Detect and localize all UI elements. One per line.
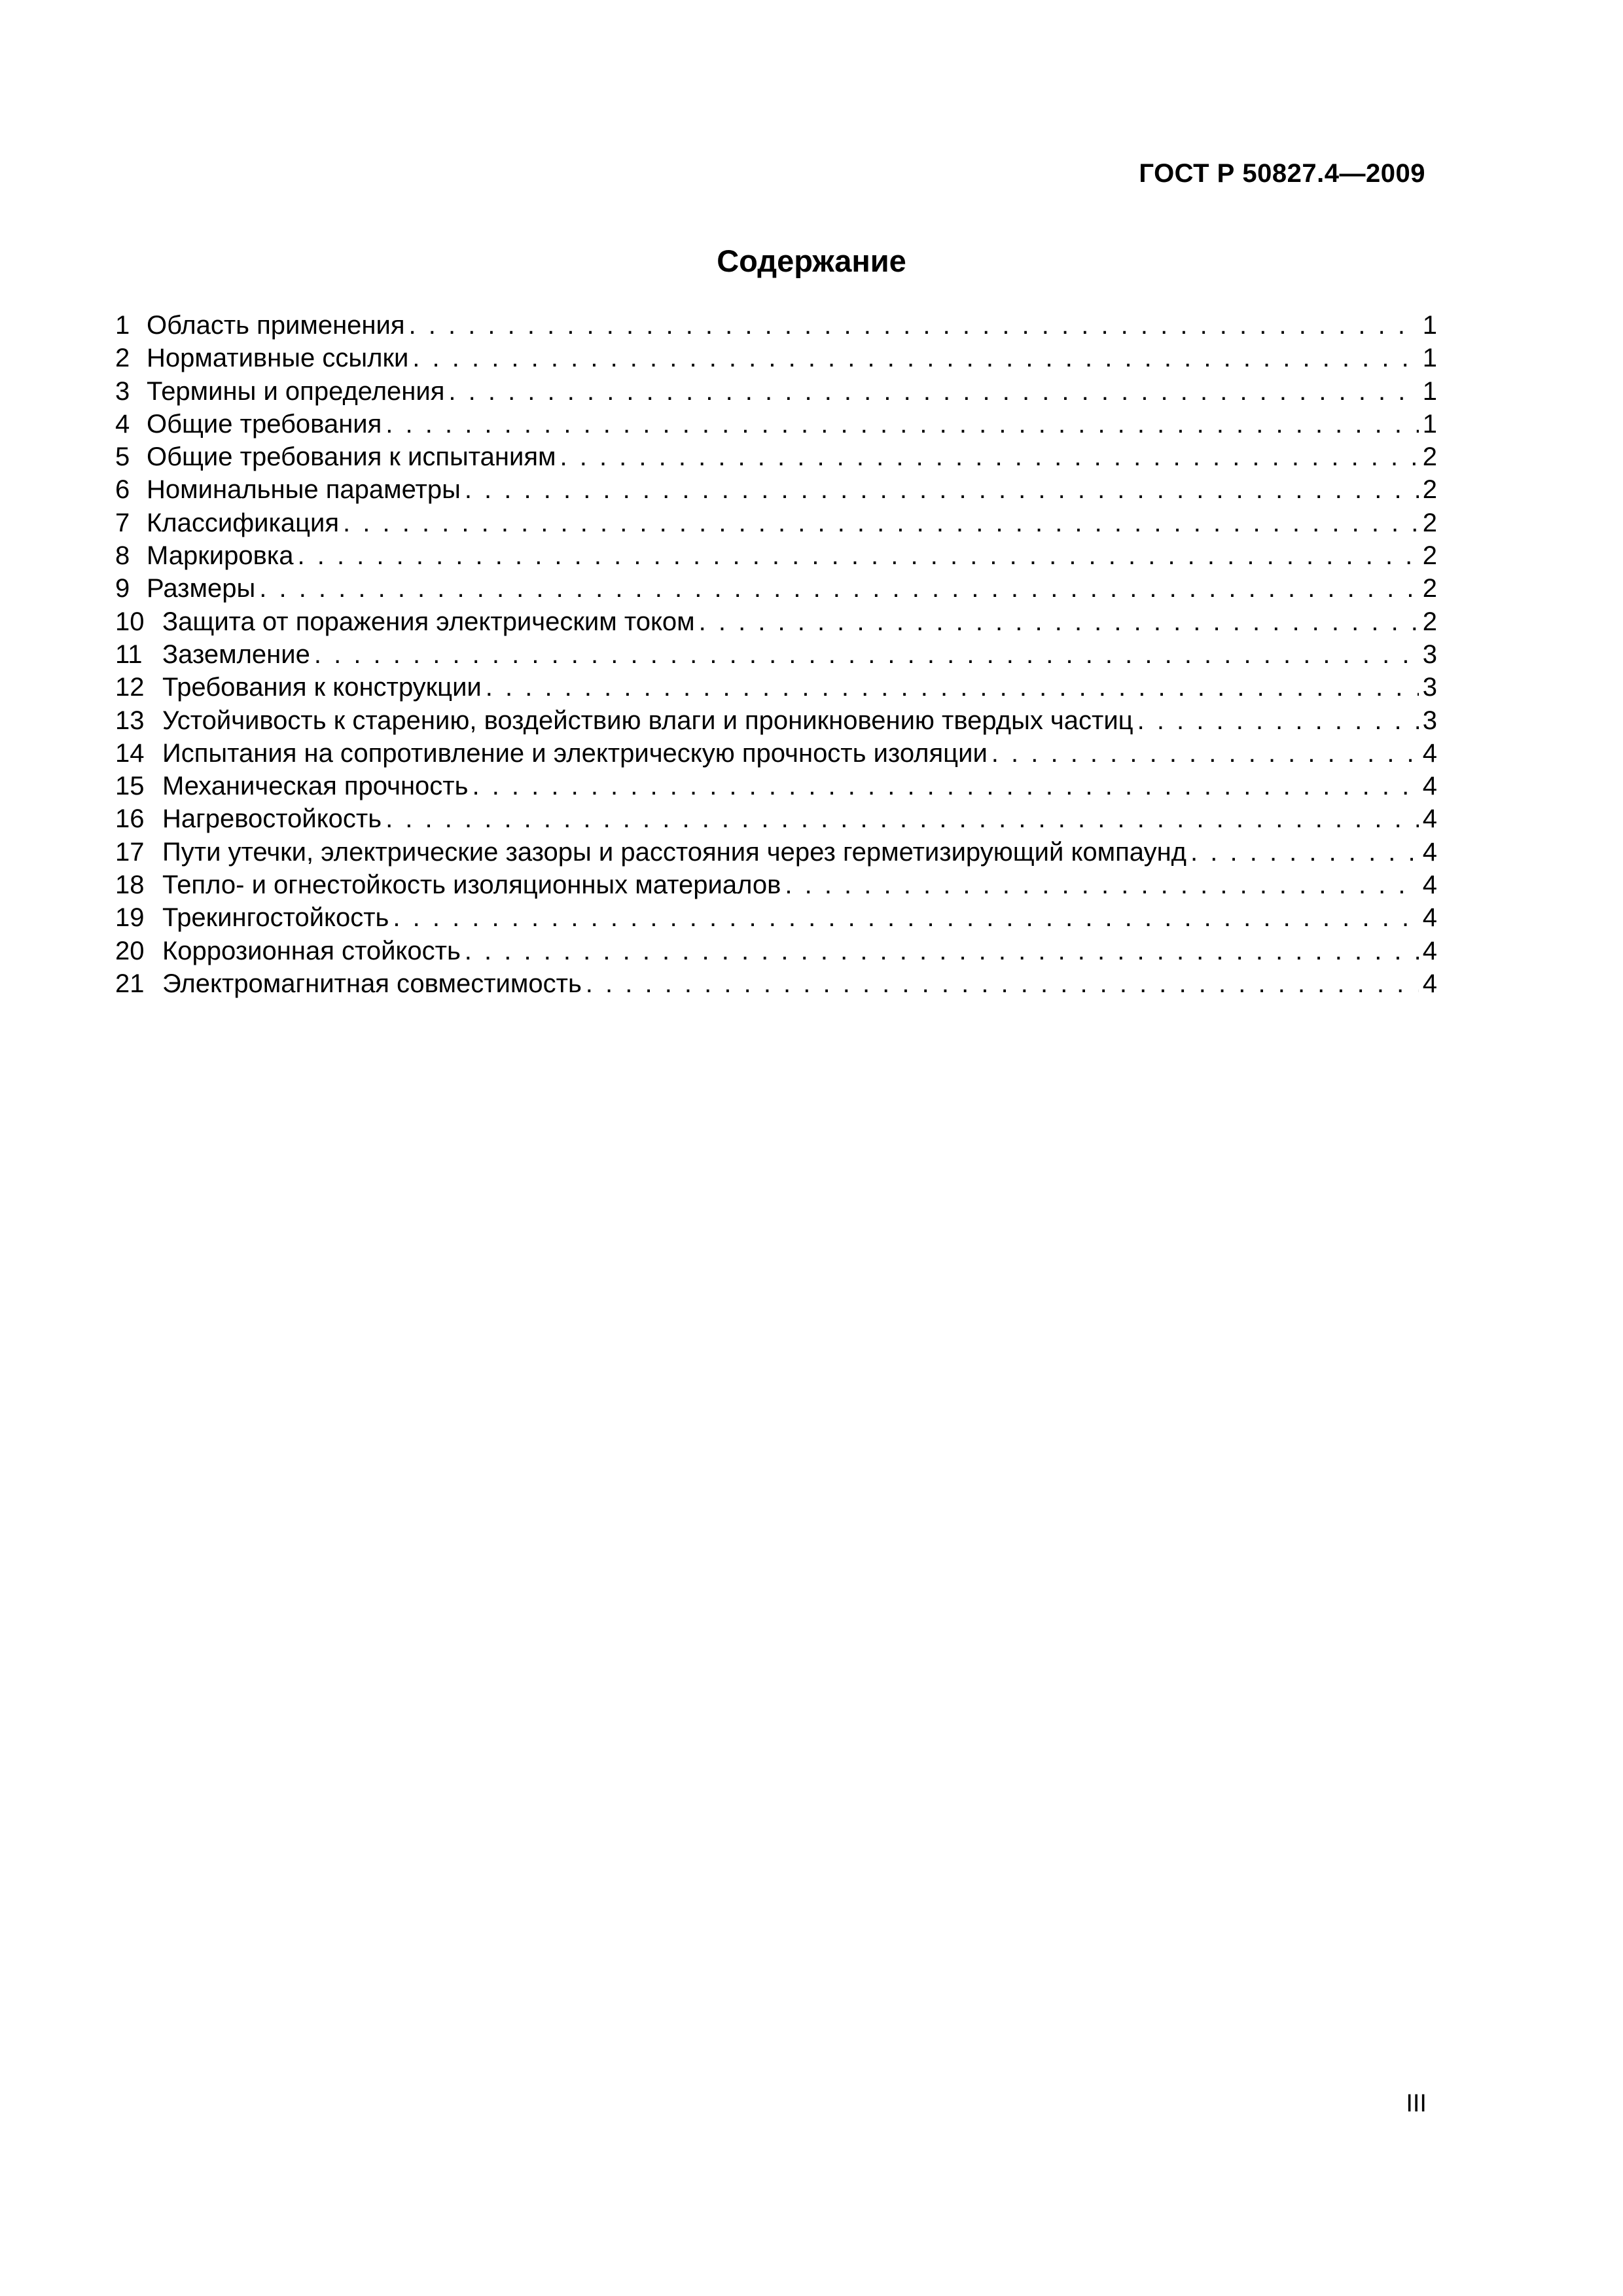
- toc-entry-number: 14: [115, 738, 145, 768]
- toc-entry[interactable]: [115, 770, 1437, 802]
- toc-entry[interactable]: [115, 440, 1437, 473]
- toc-dot-leader: [1190, 836, 1419, 869]
- toc-entry-number: 17: [115, 837, 145, 867]
- toc-entry-title: Номинальные параметры: [147, 475, 461, 505]
- toc-entry-title: Электромагнитная совместимость: [162, 969, 582, 998]
- toc-entry-number: 19: [115, 903, 145, 933]
- toc-entry-number: 3: [115, 376, 130, 406]
- toc-entry-number: 8: [115, 541, 130, 571]
- toc-entry[interactable]: [115, 836, 1437, 869]
- toc-dot-leader: [412, 342, 1418, 374]
- toc-entry-title: Тепло- и огнестойкость изоляционных материалов: [162, 870, 781, 900]
- toc-entry-page: 4: [1422, 903, 1437, 933]
- toc-entry-title: Коррозионная стойкость: [162, 936, 461, 965]
- toc-entry[interactable]: [115, 737, 1437, 770]
- toc-title: Содержание: [717, 243, 906, 278]
- toc-dot-leader: [259, 572, 1419, 605]
- toc-entry-page: 4: [1422, 870, 1437, 900]
- toc-entry-title: Механическая прочность: [162, 772, 469, 801]
- toc-entry-page: 4: [1422, 936, 1437, 965]
- toc-entry[interactable]: [115, 507, 1437, 539]
- toc-entry-title: Испытания на сопротивление и электрическую прочность изоляции: [162, 738, 988, 768]
- toc-entry[interactable]: [115, 935, 1437, 967]
- toc-entry-page: 2: [1422, 574, 1437, 603]
- toc-dot-leader: [560, 440, 1419, 473]
- toc-entry[interactable]: [115, 539, 1437, 572]
- toc-entry[interactable]: [115, 671, 1437, 704]
- toc-dot-leader: [465, 935, 1419, 967]
- document-id-header: ГОСТ Р 50827.4—2009: [1139, 159, 1425, 188]
- toc-dot-leader: [472, 770, 1418, 802]
- toc-dot-leader: [486, 671, 1419, 704]
- toc-entry-title: Термины и определения: [147, 376, 445, 406]
- toc-entry-number: 4: [115, 409, 130, 439]
- toc-entry-page: 3: [1422, 673, 1437, 702]
- toc-entry[interactable]: [115, 638, 1437, 671]
- toc-dot-leader: [409, 309, 1419, 342]
- toc-dot-leader: [448, 375, 1418, 408]
- toc-entry-number: 20: [115, 936, 145, 965]
- toc-dot-leader: [385, 408, 1418, 440]
- toc-entry-title: Заземление: [162, 639, 310, 669]
- toc-dot-leader: [343, 507, 1419, 539]
- toc-entry-number: 1: [115, 311, 130, 340]
- toc-entry-number: 16: [115, 804, 145, 834]
- toc-entry-title: Устойчивость к старению, воздействию влаги и проникновению твердых частиц: [162, 706, 1133, 735]
- toc-dot-leader: [699, 605, 1419, 638]
- toc-entry-page: 1: [1422, 344, 1437, 373]
- toc-entry-title: Защита от поражения электрическим током: [162, 607, 695, 636]
- toc-entry-title: Нагревостойкость: [162, 804, 382, 834]
- toc-entry-page: 2: [1422, 508, 1437, 537]
- toc-entry[interactable]: [115, 869, 1437, 901]
- toc-entry-page: 1: [1422, 409, 1437, 439]
- toc-entry[interactable]: [115, 309, 1437, 342]
- toc-entry-title: Маркировка: [147, 541, 294, 571]
- toc-entry-page: 4: [1422, 738, 1437, 768]
- page-number: III: [1406, 2090, 1427, 2117]
- toc-entry-page: 2: [1422, 475, 1437, 505]
- toc-entry-page: 4: [1422, 804, 1437, 834]
- toc-entry-number: 15: [115, 772, 145, 801]
- toc-entry-number: 21: [115, 969, 145, 998]
- toc-entry-page: 4: [1422, 837, 1437, 867]
- toc-entry[interactable]: [115, 473, 1437, 506]
- toc-entry-number: 9: [115, 574, 130, 603]
- toc-entry-number: 7: [115, 508, 130, 537]
- toc-entry-title: Нормативные ссылки: [147, 344, 409, 373]
- toc-entry[interactable]: [115, 901, 1437, 934]
- toc-dot-leader: [1137, 704, 1419, 737]
- toc-entry-title: Классификация: [147, 508, 340, 537]
- toc-entry[interactable]: [115, 967, 1437, 1000]
- toc-entry[interactable]: [115, 408, 1437, 440]
- toc-entry-page: 2: [1422, 442, 1437, 472]
- toc-entry-title: Область применения: [147, 311, 405, 340]
- toc-entry-page: 2: [1422, 541, 1437, 571]
- toc-entry-title: Требования к конструкции: [162, 673, 482, 702]
- toc-entry-page: 1: [1422, 311, 1437, 340]
- toc-entry[interactable]: [115, 375, 1437, 408]
- toc-entry-title: Размеры: [147, 574, 256, 603]
- toc-entry[interactable]: [115, 342, 1437, 374]
- toc-dot-leader: [586, 967, 1419, 1000]
- toc-entry[interactable]: [115, 802, 1437, 835]
- toc-dot-leader: [785, 869, 1418, 901]
- toc-entry[interactable]: [115, 605, 1437, 638]
- toc-dot-leader: [465, 473, 1419, 506]
- toc-entry-page: 3: [1422, 639, 1437, 669]
- toc-entry-page: 3: [1422, 706, 1437, 735]
- toc-entry[interactable]: [115, 572, 1437, 605]
- toc-entry-number: 11: [115, 639, 143, 669]
- toc-entry-number: 13: [115, 706, 145, 735]
- toc-entry-page: 2: [1422, 607, 1437, 636]
- toc-entry-number: 2: [115, 344, 130, 373]
- toc-entry-number: 5: [115, 442, 130, 472]
- toc-entry[interactable]: [115, 704, 1437, 737]
- toc-entry-title: Общие требования к испытаниям: [147, 442, 556, 472]
- toc-dot-leader: [385, 802, 1419, 835]
- toc-entry-title: Трекингостойкость: [162, 903, 389, 933]
- toc-entry-page: 4: [1422, 772, 1437, 801]
- toc-entry-number: 10: [115, 607, 145, 636]
- toc-dot-leader: [314, 638, 1419, 671]
- toc-dot-leader: [297, 539, 1418, 572]
- toc-entry-number: 18: [115, 870, 145, 900]
- toc-dot-leader: [991, 737, 1419, 770]
- toc-entry-page: 4: [1422, 969, 1437, 998]
- toc-entry-number: 12: [115, 673, 145, 702]
- toc-entry-page: 1: [1422, 376, 1437, 406]
- table-of-contents: [115, 309, 1437, 1000]
- toc-entry-title: Общие требования: [147, 409, 382, 439]
- toc-dot-leader: [393, 901, 1418, 934]
- toc-entry-number: 6: [115, 475, 130, 505]
- toc-entry-title: Пути утечки, электрические зазоры и расстояния через герметизирующий компаунд: [162, 837, 1187, 867]
